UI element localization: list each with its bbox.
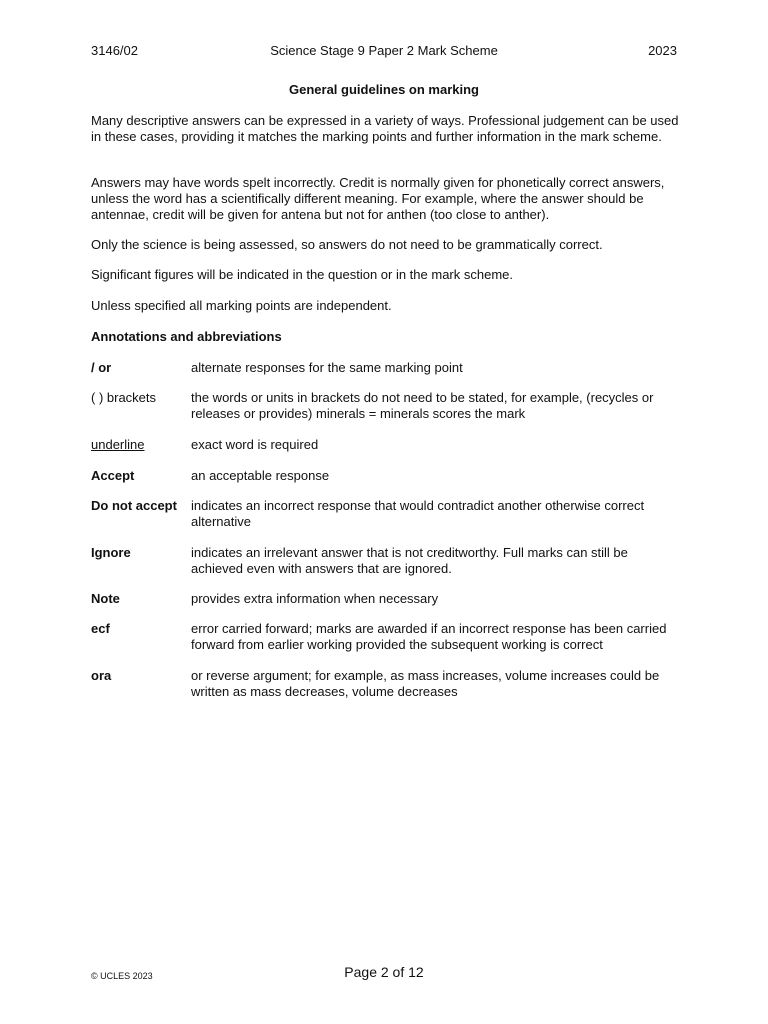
term-note: Note bbox=[91, 591, 120, 606]
term-ora: ora bbox=[91, 668, 112, 683]
term-ignore: Ignore bbox=[91, 545, 131, 560]
term-ecf: ecf bbox=[91, 621, 110, 636]
paragraph-spelling: Answers may have words spelt incorrectly. Credit is normally given for phonetically correct answers, unless the word has a scientifically different meaning. For example, where the answer should be antennae, credit will be given for antena but not for anthen (too close to anther). bbox=[91, 175, 665, 222]
definition-brackets: the words or units in brackets do not need to be stated, for example, (recycles or releases or provides) minerals = minerals scores the mark bbox=[191, 390, 654, 421]
annotations-heading: Annotations and abbreviations bbox=[91, 329, 282, 344]
copyright-notice: © UCLES 2023 bbox=[91, 971, 153, 981]
term-brackets: ( ) brackets bbox=[91, 390, 157, 405]
paragraph-independent-points: Unless specified all marking points are independent. bbox=[91, 298, 392, 313]
term-do-not-accept: Do not accept bbox=[91, 498, 177, 513]
definition-underline: exact word is required bbox=[191, 437, 319, 452]
page-heading: General guidelines on marking bbox=[289, 82, 479, 97]
term-or: / or bbox=[91, 360, 112, 375]
paragraph-descriptive-answers: Many descriptive answers can be expressed in a variety of ways. Professional judgement can be used in these cases, providing it matches the marking points and further information in the mark scheme. bbox=[91, 113, 679, 144]
definition-ecf: error carried forward; marks are awarded if an incorrect response has been carried forward from earlier working provided the subsequent working is correct bbox=[191, 621, 667, 652]
document-title: Science Stage 9 Paper 2 Mark Scheme bbox=[270, 43, 498, 58]
definition-ignore: indicates an irrelevant answer that is not creditworthy. Full marks can still be achieved even with answers that are ignored. bbox=[191, 545, 628, 576]
definition-note: provides extra information when necessary bbox=[191, 591, 439, 606]
paragraph-significant-figures: Significant figures will be indicated in the question or in the mark scheme. bbox=[91, 267, 513, 282]
paragraph-grammar: Only the science is being assessed, so answers do not need to be grammatically correct. bbox=[91, 237, 603, 252]
term-underline: underline bbox=[91, 437, 145, 452]
definition-accept: an acceptable response bbox=[191, 468, 330, 483]
definition-do-not-accept: indicates an incorrect response that would contradict another otherwise correct alternative bbox=[191, 498, 645, 529]
document-year: 2023 bbox=[648, 43, 677, 58]
term-accept: Accept bbox=[91, 468, 135, 483]
definition-or: alternate responses for the same marking point bbox=[191, 360, 463, 375]
definition-ora: or reverse argument; for example, as mass increases, volume increases could be written as mass decreases, volume decreases bbox=[191, 668, 660, 699]
paper-code: 3146/02 bbox=[91, 43, 138, 58]
page-number: Page 2 of 12 bbox=[344, 964, 424, 980]
